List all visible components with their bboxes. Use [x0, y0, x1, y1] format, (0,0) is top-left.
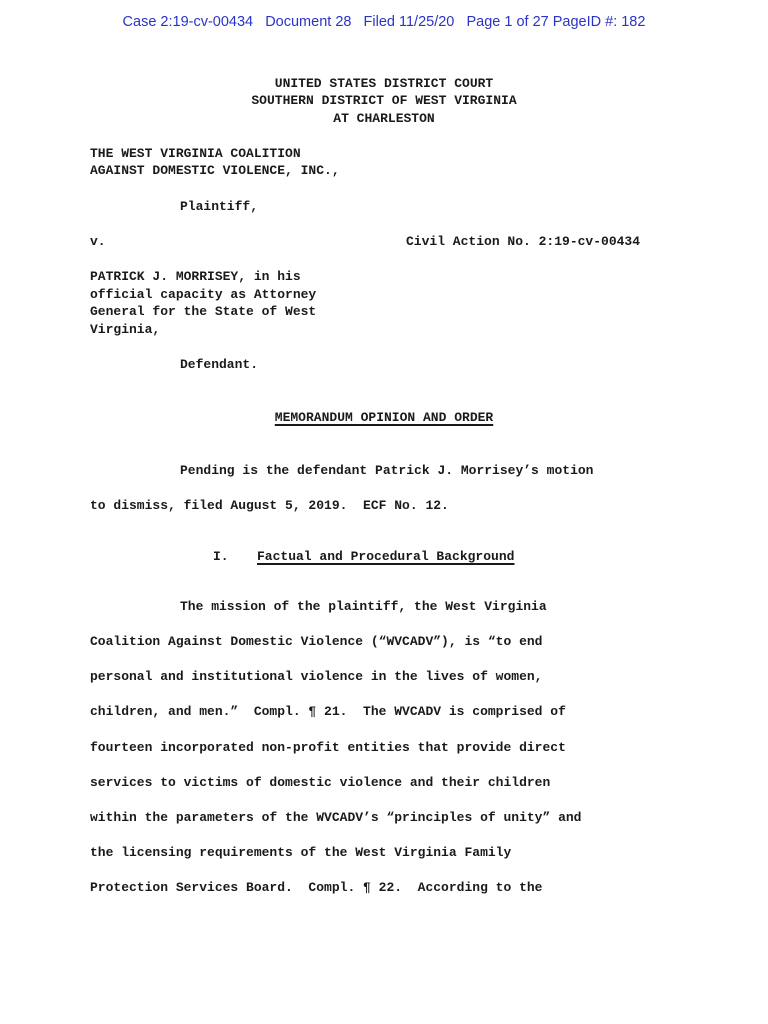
defendant-name-line-3: General for the State of West [90, 304, 317, 319]
page-info: Page 1 of 27 PageID #: 182 [466, 14, 646, 30]
section-number: I. [213, 549, 229, 564]
section-heading-text: Factual and Procedural Background [257, 549, 515, 564]
case-number: Case 2:19-cv-00434 [122, 14, 254, 30]
body-line: The mission of the plaintiff, the West Virginia [180, 599, 547, 614]
body-line: personal and institutional violence in the lives of women, [90, 669, 543, 684]
civil-action-number: Civil Action No. 2:19-cv-00434 [406, 234, 641, 249]
defendant-name-line-4: Virginia, [90, 322, 161, 337]
court-name-line-3: AT CHARLESTON [333, 111, 435, 126]
plaintiff-name-line-2: AGAINST DOMESTIC VIOLENCE, INC., [90, 163, 340, 178]
intro-line-1: Pending is the defendant Patrick J. Morrisey’s motion [180, 463, 594, 478]
body-line: fourteen incorporated non-profit entities that provide direct [90, 740, 566, 755]
plaintiff-name-line-1: THE WEST VIRGINIA COALITION [90, 146, 301, 161]
versus-label: v. [90, 234, 106, 249]
document-title [0, 409, 768, 426]
document-title-text: MEMORANDUM OPINION AND ORDER [274, 410, 494, 425]
court-name-line-1: UNITED STATES DISTRICT COURT [274, 76, 494, 91]
body-line: services to victims of domestic violence and their children [90, 775, 551, 790]
body-line: children, and men.” Compl. ¶ 21. The WVCADV is comprised of [90, 704, 566, 719]
filing-header-stamp [0, 14, 768, 30]
filed-date: Filed 11/25/20 [363, 14, 455, 30]
intro-line-2: to dismiss, filed August 5, 2019. ECF No. 12. [90, 498, 449, 513]
section-heading [257, 548, 514, 565]
body-line: Protection Services Board. Compl. ¶ 22. According to the [90, 880, 543, 895]
defendant-name-line-2: official capacity as Attorney [90, 287, 317, 302]
plaintiff-role: Plaintiff, [180, 199, 259, 214]
defendant-name-line-1: PATRICK J. MORRISEY, in his [90, 269, 301, 284]
body-line: Coalition Against Domestic Violence (“WVCADV”), is “to end [90, 634, 543, 649]
document-number: Document 28 [265, 14, 352, 30]
body-line: the licensing requirements of the West Virginia Family [90, 845, 512, 860]
defendant-role: Defendant. [180, 357, 259, 372]
court-name-line-2: SOUTHERN DISTRICT OF WEST VIRGINIA [251, 93, 517, 108]
body-line: within the parameters of the WVCADV’s “principles of unity” and [90, 810, 582, 825]
